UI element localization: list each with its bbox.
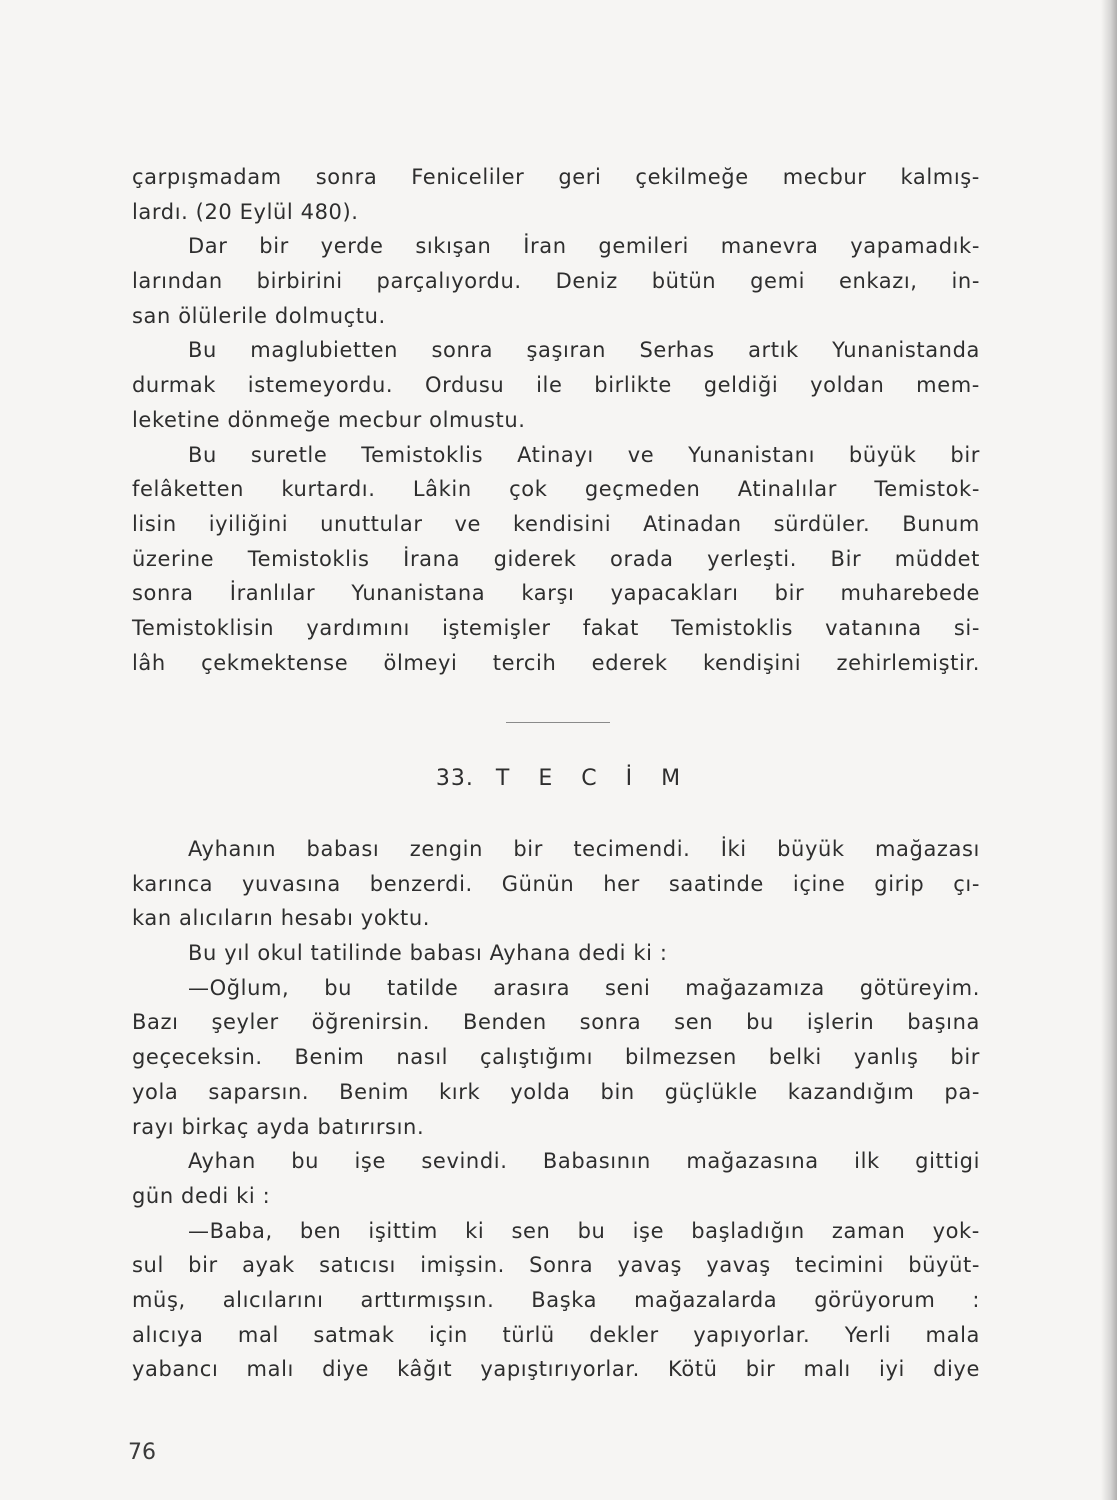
- chapter-title: T E C İ M: [495, 766, 692, 791]
- text-line: lisin iyiliğini unuttular ve kendisini Atinadan sürdüler. Bunum: [132, 511, 980, 536]
- text-line: felâketten kurtardı. Lâkin çok geçmeden Atinalılar Temistok-: [132, 477, 980, 502]
- text-line: Bu suretle Temistoklis Atinayı ve Yunanistanı büyük bir: [188, 442, 980, 467]
- text-line: Bu yıl okul tatilinde babası Ayhana dedi ki :: [188, 941, 668, 966]
- text-line: Ayhanın babası zengin bir tecimendi. İki büyük mağazası: [188, 837, 980, 861]
- paragraph-block-after: [132, 832, 980, 1387]
- text-line: lardı. (20 Eylül 480).: [132, 199, 359, 224]
- text-line: geçeceksin. Benim nasıl çalıştığımı bilmezsen belki yanlış bir: [132, 1045, 980, 1070]
- text-line: yola saparsın. Benim kırk yolda bin güçlükle kazandığım pa-: [132, 1079, 980, 1104]
- text-line: gün dedi ki :: [132, 1183, 271, 1208]
- chapter-number: 33.: [435, 766, 474, 791]
- chapter-heading: [0, 766, 1117, 791]
- text-line: leketine dönmeğe mecbur olmustu.: [132, 407, 526, 432]
- text-line: Bazı şeyler öğrenirsin. Benden sonra sen bu işlerin başına: [132, 1010, 980, 1035]
- text-line: san ölülerile dolmuçtu.: [132, 303, 386, 328]
- text-line: yabancı malı diye kâğıt yapıştırıyorlar. Kötü bir malı iyi diye: [132, 1357, 980, 1382]
- text-line: Temistoklisin yardımını iştemişler fakat Temistoklis vatanına si-: [132, 615, 980, 640]
- text-line: durmak istemeyordu. Ordusu ile birlikte geldiği yoldan mem-: [132, 373, 980, 398]
- paragraph-block-before: [132, 160, 980, 680]
- text-line: sonra İranlılar Yunanistana karşı yapacakları bir muharebede: [132, 581, 980, 606]
- text-line: rayı birkaç ayda batırırsın.: [132, 1114, 425, 1139]
- text-line: larından birbirini parçalıyordu. Deniz bütün gemi enkazı, in-: [132, 269, 980, 294]
- text-line: Ayhan bu işe sevindi. Babasının mağazasına ilk gittigi: [188, 1149, 980, 1174]
- text-line: üzerine Temistoklis İrana giderek orada yerleşti. Bir müddet: [132, 546, 980, 571]
- page-edge-shadow: [1101, 0, 1117, 1500]
- text-line: —Baba, ben işittim ki sen bu işe başladığın zaman yok-: [188, 1218, 980, 1243]
- section-divider: [506, 722, 610, 723]
- text-line: Dar bir yerde sıkışan İran gemileri manevra yapamadık-: [188, 234, 980, 259]
- text-line: Bu maglubietten sonra şaşıran Serhas artık Yunanistanda: [188, 338, 980, 363]
- text-line: —Oğlum, bu tatilde arasıra seni mağazamıza götüreyim.: [188, 975, 980, 1000]
- text-line: alıcıya mal satmak için türlü dekler yapıyorlar. Yerli mala: [132, 1322, 980, 1347]
- text-line: çarpışmadam sonra Feniceliler geri çekilmeğe mecbur kalmış-: [132, 165, 980, 189]
- text-line: kan alıcıların hesabı yoktu.: [132, 906, 431, 931]
- text-line: karınca yuvasına benzerdi. Günün her saatinde içine girip çı-: [132, 871, 980, 896]
- text-line: lâh çekmektense ölmeyi tercih ederek kendişini zehirlemiştir.: [132, 650, 980, 675]
- text-line: müş, alıcılarını arttırmışsın. Başka mağazalarda görüyorum :: [132, 1287, 980, 1312]
- text-line: sul bir ayak satıcısı imişsin. Sonra yavaş yavaş tecimini büyüt-: [132, 1253, 980, 1278]
- page-number: 76: [128, 1440, 156, 1465]
